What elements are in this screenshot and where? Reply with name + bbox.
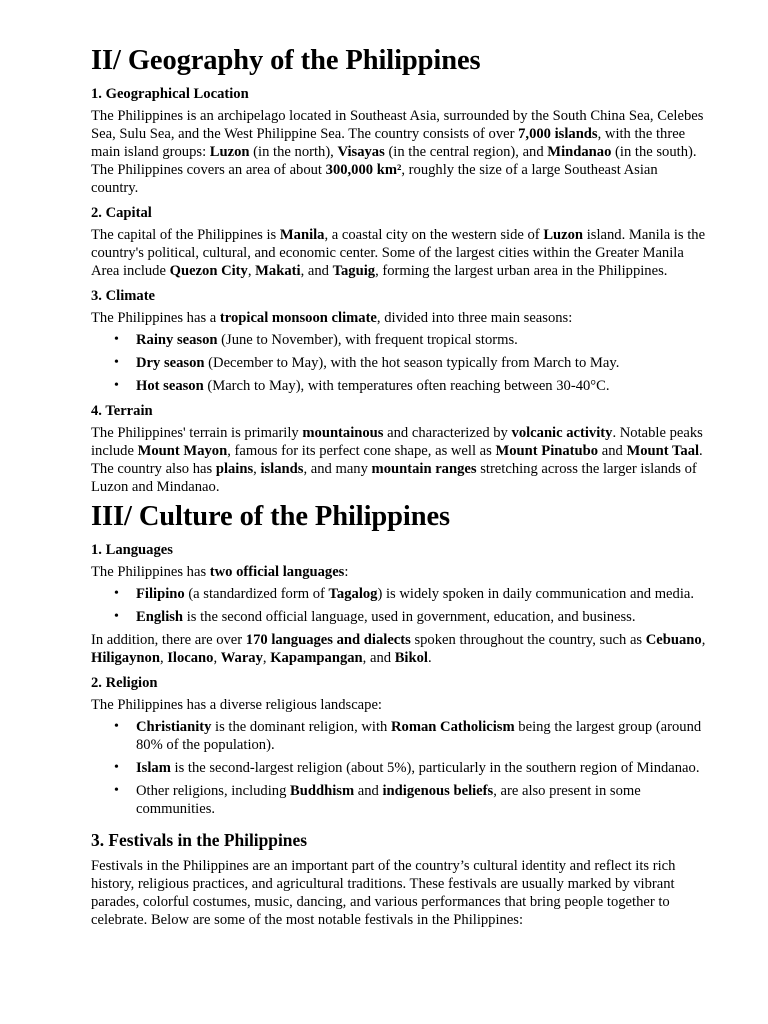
capital-heading: 2. Capital: [91, 205, 152, 221]
capital-paragraph: The capital of the Philippines is Manila, a coastal city on the western side of Luzon island. Manila is the country's political, cultural, and economic center. Some of the largest cities within the Greater Manila Area include Quezon City, Makati, and Taguig, forming the largest urban area in the Philippines.: [91, 227, 706, 279]
list-item: • Filipino (a standardized form of Tagalog) is widely spoken in daily communication and media.: [114, 586, 695, 602]
climate-paragraph: The Philippines has a tropical monsoon climate, divided into three main seasons:: [91, 310, 573, 326]
list-item: • Hot season (March to May), with temperatures often reaching between 30-40°C.: [114, 378, 610, 394]
list-item: • English is the second official language, used in government, education, and business.: [114, 609, 636, 625]
geographical-location-heading: 1. Geographical Location: [91, 86, 249, 102]
climate-heading: 3. Climate: [91, 288, 156, 304]
bullet-icon: •: [114, 586, 119, 601]
bullet-icon: •: [114, 719, 119, 734]
languages-heading: 1. Languages: [91, 542, 173, 558]
bullet-icon: •: [114, 332, 119, 347]
religion-list: [91, 718, 708, 818]
terrain-heading: 4. Terrain: [91, 403, 153, 419]
languages-paragraph: The Philippines has two official languages:: [91, 564, 349, 580]
geographical-location-paragraph: The Philippines is an archipelago located in Southeast Asia, surrounded by the South China Sea, Celebes Sea, Sulu Sea, and the West Philippine Sea. The country consists of over 7,000 islands, with the three main island groups: Luzon (in the north), Visayas (in the central region), and Mindanao (in the south). The Philippines covers an area of about 300,000 km², roughly the size of a large Southeast Asian country.: [91, 108, 704, 196]
festivals-heading: 3. Festivals in the Philippines: [91, 830, 307, 850]
list-item: • Other religions, including Buddhism and indigenous beliefs, are also present in some communities.: [114, 783, 641, 817]
terrain-paragraph: The Philippines' terrain is primarily mountainous and characterized by volcanic activity. Notable peaks include Mount Mayon, famous for its perfect cone shape, as well as Mount Pinatubo and Mount Taal. The country also has plains, islands, and many mountain ranges stretching across the larger islands of Luzon and Mindanao.: [91, 425, 703, 495]
list-item: • Dry season (December to May), with the hot season typically from March to May.: [114, 355, 620, 371]
list-item: • Christianity is the dominant religion, with Roman Catholicism being the largest group (around 80% of the population).: [114, 719, 702, 753]
bullet-icon: •: [114, 760, 119, 775]
religion-paragraph: The Philippines has a diverse religious landscape:: [91, 697, 382, 713]
bullet-icon: •: [114, 783, 119, 798]
list-item: • Islam is the second-largest religion (about 5%), particularly in the southern region of Mindanao.: [114, 760, 700, 776]
list-item: • Rainy season (June to November), with frequent tropical storms.: [114, 332, 518, 348]
bullet-icon: •: [114, 378, 119, 393]
religion-heading: 2. Religion: [91, 675, 158, 691]
dialects-paragraph: In addition, there are over 170 languages and dialects spoken throughout the country, such as Cebuano, Hiligaynon, Ilocano, Waray, Kapampangan, and Bikol.: [91, 632, 706, 666]
bullet-icon: •: [114, 609, 119, 624]
languages-list: [91, 585, 708, 626]
climate-list: [91, 331, 708, 395]
section-geography-title: II/ Geography of the Philippines: [91, 45, 481, 76]
section-culture-title: III/ Culture of the Philippines: [91, 501, 451, 532]
festivals-paragraph: Festivals in the Philippines are an important part of the country’s cultural identity and reflect its rich history, religious practices, and agricultural traditions. These festivals are usually marked by vibrant parades, colorful costumes, music, dancing, and various performances that bring people together to celebrate. Below are some of the most notable festivals in the Philippines:: [91, 858, 676, 928]
bullet-icon: •: [114, 355, 119, 370]
